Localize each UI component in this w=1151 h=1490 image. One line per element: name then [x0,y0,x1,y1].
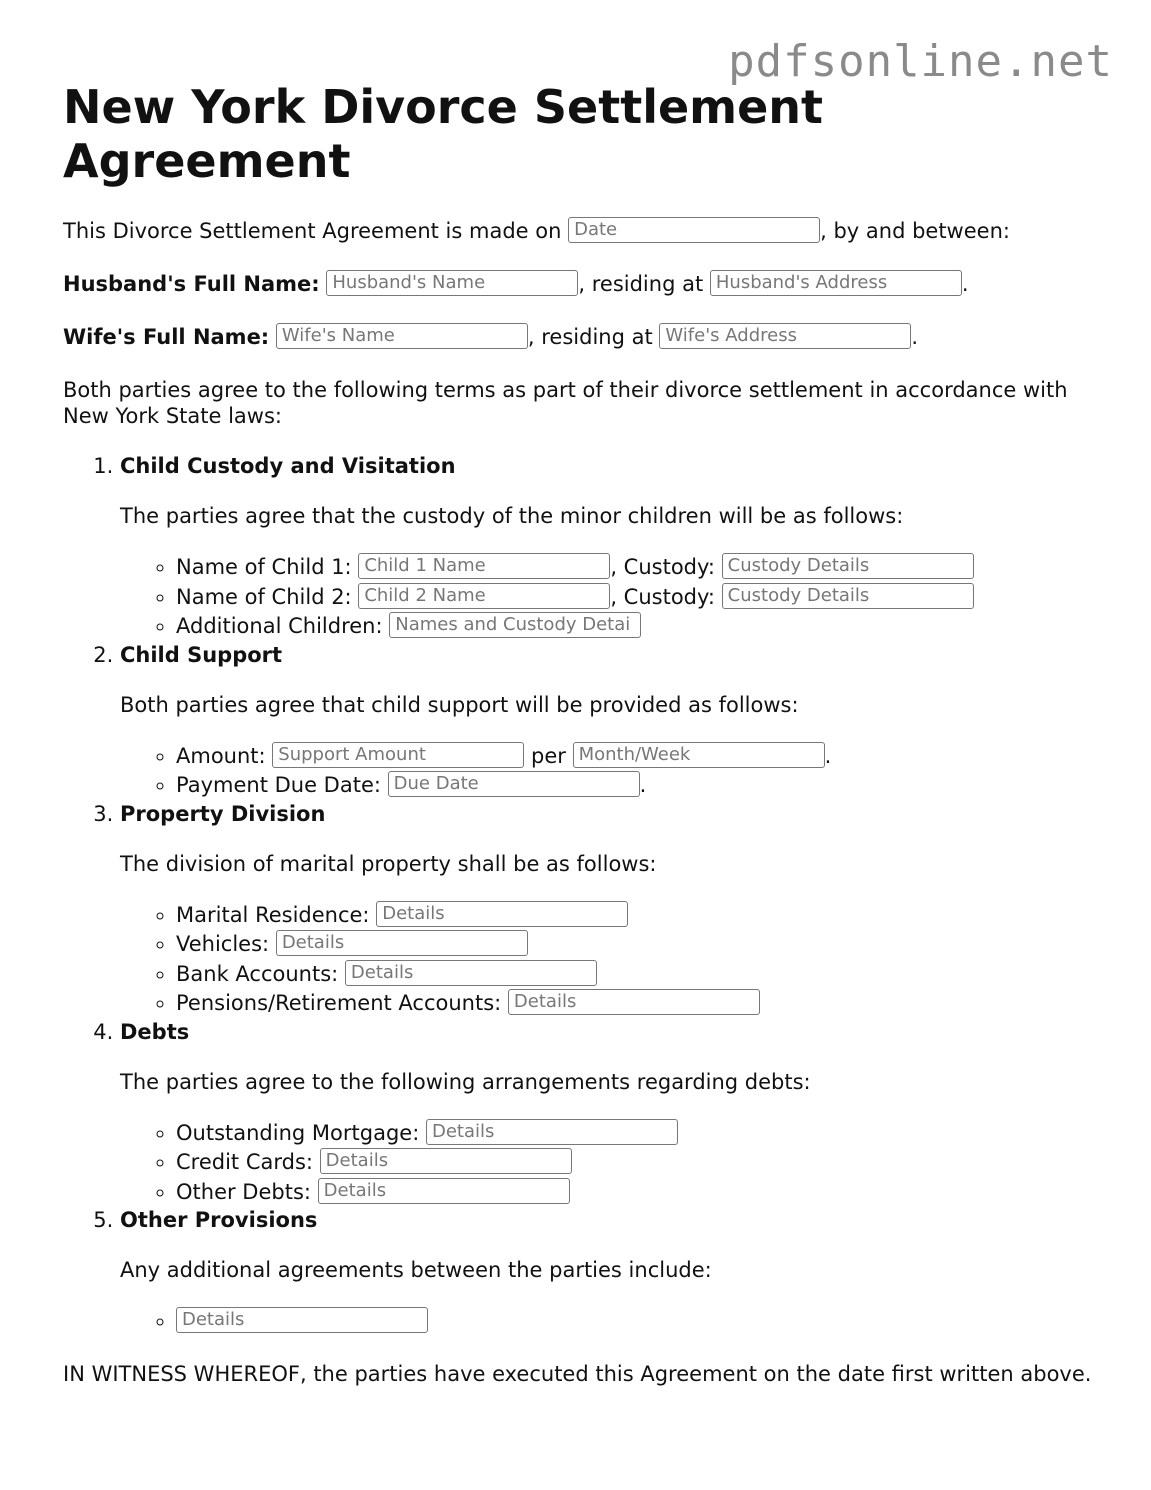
child2-label: Name of Child 2: [176,584,352,609]
child1-label: Name of Child 1: [176,555,352,579]
other-debts-label: Other Debts: [176,1179,311,1204]
list-item [176,930,1103,960]
wife-name-field[interactable]: Wife's Name [276,323,528,349]
husband-end: . [961,272,969,296]
section-debts [120,1019,1103,1208]
section-property [120,801,1103,1019]
agreement-date-field[interactable]: Date [568,217,820,243]
husband-name-field[interactable]: Husband's Name [326,270,578,296]
due-date-label: Payment Due Date: [176,773,381,797]
section-title: Property Division [120,801,326,826]
mortgage-label: Outstanding Mortgage: [176,1120,420,1145]
section-intro: The parties agree that the custody of the minor children will be as follows: [120,504,904,528]
section-intro: Any additional agreements between the parties include: [120,1258,712,1282]
custody-label: , Custody: [610,584,715,609]
section-intro: Both parties agree that child support will be provided as follows: [120,692,799,717]
list-item [176,771,1103,801]
vehicles-label: Vehicles: [176,932,270,956]
child2-name-field[interactable]: Child 2 Name [358,583,610,609]
wife-residing-text: , residing at [527,325,653,349]
section-title: Child Support [120,642,283,667]
section-intro: The parties agree to the following arrangements regarding debts: [120,1069,811,1094]
section-title: Child Custody and Visitation [120,454,456,478]
husband-address-field[interactable]: Husband's Address [710,270,962,296]
pensions-field[interactable]: Details [508,989,760,1015]
section-support [120,642,1103,801]
additional-children-label: Additional Children: [176,614,383,638]
agreement-text: Both parties agree to the following terms as part of their divorce settlement in accordance with New York State laws: [63,378,1068,428]
pensions-label: Pensions/Retirement Accounts: [176,991,502,1015]
intro-text: This Divorce Settlement Agreement is made on [63,219,562,243]
document-page [63,80,1103,1387]
debts-items [120,1119,1103,1208]
property-items [120,901,1103,1019]
list-item [176,612,1103,642]
intro-after-text: , by and between: [820,219,1010,243]
page-title: New York Divorce Settlement Agreement [63,80,824,188]
bank-label: Bank Accounts: [176,961,339,986]
mortgage-field[interactable]: Details [426,1119,678,1145]
closing-text: IN WITNESS WHEREOF, the parties have executed this Agreement on the date first written above. [63,1361,1092,1386]
child2-custody-field[interactable]: Custody Details [722,583,974,609]
list-item [176,742,1103,772]
list-item [176,553,1103,583]
per-text: per [530,743,566,768]
list-item [176,960,1103,990]
due-date-field[interactable]: Due Date [388,771,640,797]
additional-children-field[interactable]: Names and Custody Detai [389,612,641,638]
husband-label: Husband's Full Name: [63,272,320,296]
list-item [176,1148,1103,1178]
intro-line [63,218,1103,245]
bank-field[interactable]: Details [345,960,597,986]
vehicles-field[interactable]: Details [276,930,528,956]
watermark: pdfsonline.net [728,36,1113,87]
amount-end: . [824,743,832,768]
list-item [176,1119,1103,1149]
credit-cards-label: Credit Cards: [176,1150,313,1174]
residence-label: Marital Residence: [176,902,370,927]
section-title: Debts [120,1019,190,1044]
list-item [176,1178,1103,1208]
support-items [120,742,1103,801]
list-item [176,583,1103,613]
section-title: Other Provisions [120,1208,318,1232]
residence-field[interactable]: Details [376,901,628,927]
other-items [120,1307,1103,1337]
credit-cards-field[interactable]: Details [320,1148,572,1174]
due-end: . [639,773,647,797]
other-debts-field[interactable]: Details [318,1178,570,1204]
husband-line [63,271,1103,298]
wife-end: . [911,325,919,349]
other-provisions-field[interactable]: Details [176,1307,428,1333]
child1-name-field[interactable]: Child 1 Name [358,553,610,579]
list-item [176,1307,1103,1337]
section-intro: The division of marital property shall be as follows: [120,851,657,876]
wife-label: Wife's Full Name: [63,325,270,349]
terms-list [63,453,1103,1337]
custody-label: , Custody: [610,555,715,579]
list-item [176,901,1103,931]
section-other [120,1207,1103,1337]
amount-label: Amount: [176,743,266,768]
wife-line [63,324,1103,351]
custody-items [120,553,1103,642]
child1-custody-field[interactable]: Custody Details [722,553,974,579]
list-item [176,989,1103,1019]
wife-address-field[interactable]: Wife's Address [659,323,911,349]
support-amount-field[interactable]: Support Amount [272,742,524,768]
husband-residing-text: , residing at [578,272,704,296]
section-custody [120,453,1103,642]
support-period-field[interactable]: Month/Week [573,742,825,768]
